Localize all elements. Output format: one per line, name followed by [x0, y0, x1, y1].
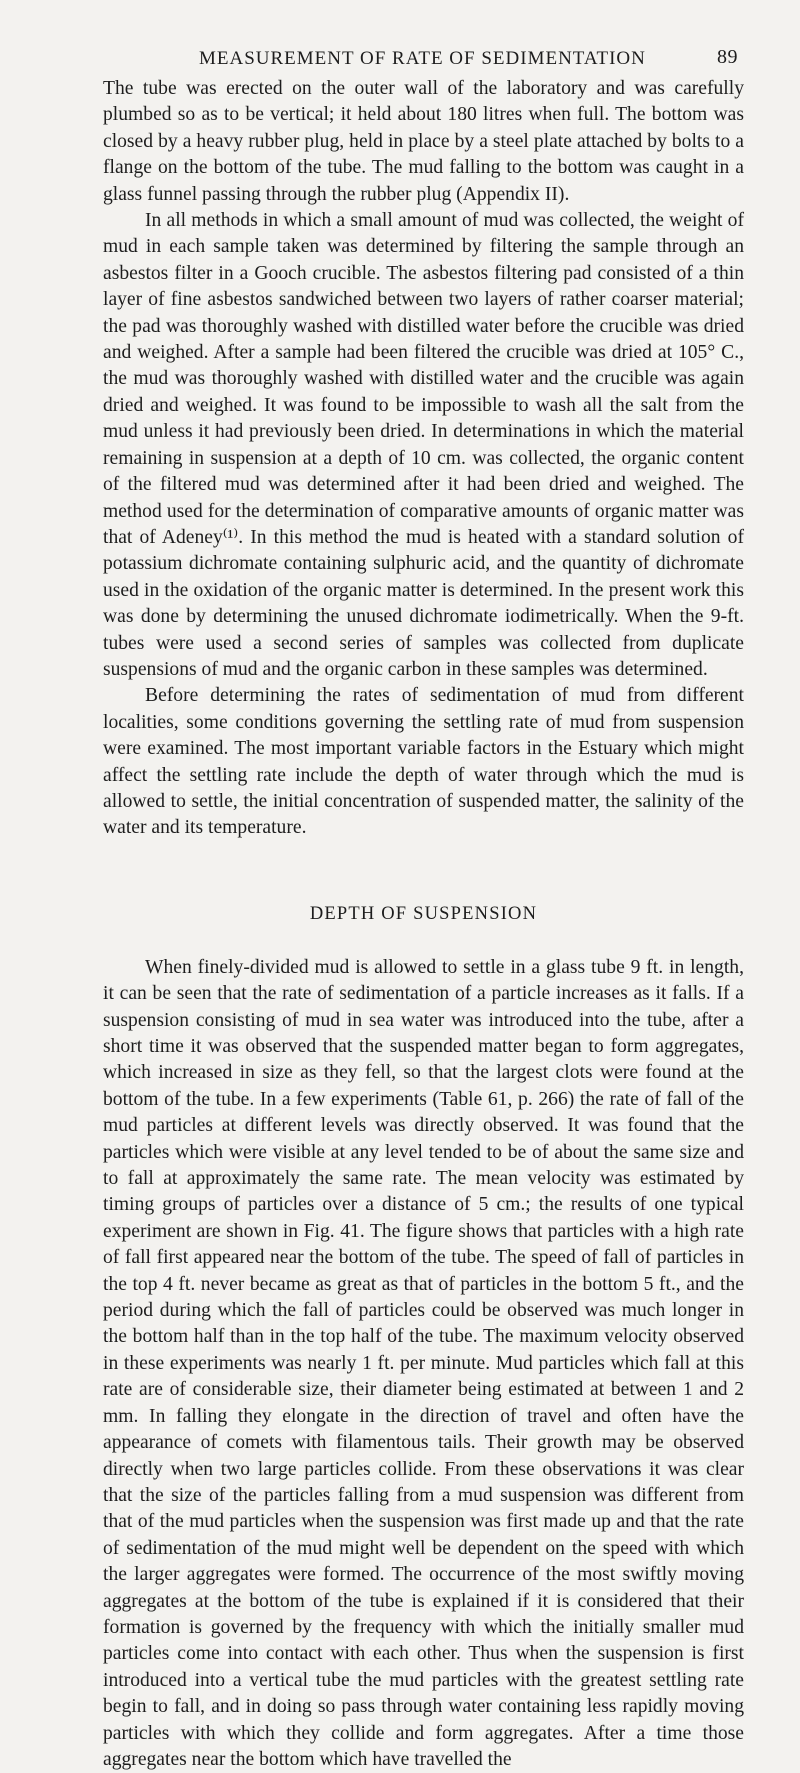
- paragraph-tube-construction: The tube was erected on the outer wall of the laboratory and was carefully plumbed so as to be vertical; it held about 180 litres when full. The bottom was closed by a heavy rubber plug, held in place by a steel plate attached by bolts to a flange on the bottom of the tube. The mud falling to the bottom was caught in a glass funnel passing through the rubber plug (Appendix II).: [103, 78, 744, 205]
- paragraph-depth-of-suspension: When finely-divided mud is allowed to settle in a glass tube 9 ft. in length, it can be seen that the rate of sedimentation of a particle increases as it falls. If a suspension consisting of mud in sea water was introduced into the tube, after a short time it was observed that the suspended matter began to form aggregates, which increased in size as they fell, so that the largest clots were found at the bottom of the tube. In a few experiments (Table 61, p. 266) the rate of fall of the mud particles at different levels was directly observed. It was found that the particles which were visible at any level tended to be of about the same size and to fall at approximately the same rate. The mean velocity was estimated by timing groups of particles over a distance of 5 cm.; the results of one typical experiment are shown in Fig. 41. The figure shows that particles with a high rate of fall first appeared near the bottom of the tube. The speed of fall of particles in the top 4 ft. never became as great as that of particles in the bottom 5 ft., and the period during which the fall of particles could be observed was much longer in the bottom half than in the top half of the tube. The maximum velocity observed in these experiments was nearly 1 ft. per minute. Mud particles which fall at this rate are of considerable size, their diameter being estimated at between 1 and 2 mm. In falling they elongate in the direction of travel and often have the appearance of comets with filamentous tails. Their growth may be observed directly when two large particles collide. From these observations it was clear that the size of the particles falling from a mud suspension was different from that of the mud particles when the suspension was first made up and that the rate of sedimentation of the mud might well be dependent on the speed with which the larger aggregates were formed. The occurrence of the most swiftly moving aggregates at the bottom of the tube is explained if it is considered that their formation is governed by the frequency with which the initially smaller mud particles come into contact with each other. Thus when the suspension is first introduced into a vertical tube the mud particles with the greatest settling rate begin to fall, and in doing so pass through water containing less rapidly moving particles with which they collide and form aggregates. After a time those aggregates near the bottom which have travelled the: [103, 956, 744, 1770]
- running-title: MEASUREMENT OF RATE OF SEDIMENTATION: [199, 48, 646, 69]
- page-number: 89: [717, 46, 738, 68]
- paragraph-settling-conditions: Before determining the rates of sedimentation of mud from different localities, some conditions governing the settling rate of mud from suspension were examined. The most important variable factors in the Estuary which might affect the settling rate include the depth of water through which the mud is allowed to settle, the initial concentration of suspended matter, the salinity of the water and its temperature.: [103, 685, 744, 839]
- paragraph-mud-weight-method: In all methods in which a small amount of mud was collected, the weight of mud in each sample taken was determined by filtering the sample through an asbestos filter in a Gooch crucible. The asbestos filtering pad consisted of a thin layer of fine asbestos sandwiched between two layers of rather coarser material; the pad was thoroughly washed with distilled water before the crucible was dried and weighed. After a sample had been filtered the crucible was dried at 105° C., the mud was thoroughly washed with distilled water and the crucible was again dried and weighed. It was found to be impossible to wash all the salt from the mud unless it had previously been dried. In determinations in which the material remaining in suspension at a depth of 10 cm. was collected, the organic content of the filtered mud was determined after it had been dried and weighed. The method used for the determination of comparative amounts of organic matter was that of Adeney⁽¹⁾. In this method the mud is heated with a standard solution of potassium dichromate containing sulphuric acid, and the quantity of dichromate used in the oxidation of the organic matter is determined. In the present work this was done by determining the unused dichromate iodimetrically. When the 9-ft. tubes were used a second series of samples was collected from duplicate suspensions of mud and the organic carbon in these samples was determined.: [103, 210, 744, 680]
- section-heading: DEPTH OF SUSPENSION: [309, 903, 538, 924]
- running-header: [103, 40, 744, 76]
